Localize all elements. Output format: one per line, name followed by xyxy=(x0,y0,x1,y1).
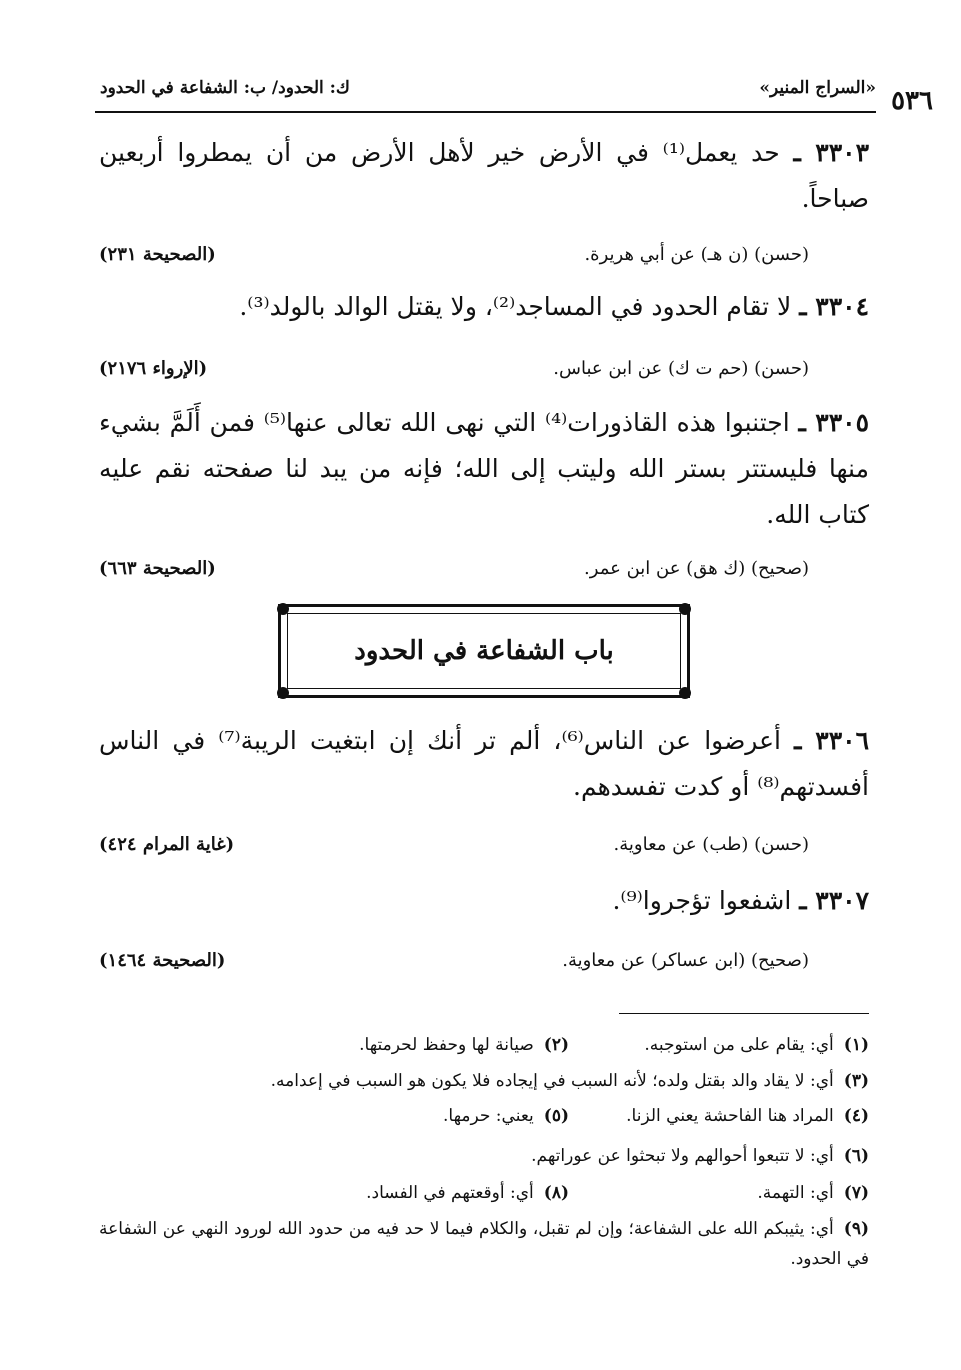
book-title: «السراج المنير» xyxy=(759,78,876,98)
footnote-number: (٨) xyxy=(543,1183,569,1203)
footnote-row xyxy=(99,1066,869,1096)
hadith-3303 xyxy=(99,130,869,222)
hadith-text: اشفعوا تؤجروا⁽⁹⁾. xyxy=(612,886,792,915)
hadith-grade: (حسن) (ن هـ) عن أبي هريرة. xyxy=(584,244,809,265)
footnote-number: (٩) xyxy=(843,1219,869,1239)
hadith-3304 xyxy=(99,284,869,330)
hadith-source xyxy=(99,950,869,980)
footnote-number: (٢) xyxy=(543,1035,569,1055)
hadith-source xyxy=(99,358,869,388)
footnote-text: أي: أوقعتهم في الفساد. xyxy=(366,1183,534,1203)
hadith-text: لا تقام الحدود في المساجد⁽²⁾، ولا يقتل الوالد بالولد⁽³⁾. xyxy=(239,292,792,321)
hadith-grade: (صحيح) (ابن عساكر) عن معاوية. xyxy=(562,950,809,971)
footnote-number: (٥) xyxy=(543,1106,569,1126)
hadith-number: ٣٣٠٣ ـ xyxy=(793,138,869,167)
hadith-grade: (حسن) (طب) عن معاوية. xyxy=(613,834,809,855)
footnote-number: (٦) xyxy=(843,1146,869,1166)
hadith-number: ٣٣٠٦ ـ xyxy=(794,726,869,755)
hadith-source xyxy=(99,834,869,864)
hadith-grade: (صحيح) (ك هق) عن ابن عمر. xyxy=(584,558,809,579)
hadith-source xyxy=(99,244,869,274)
footnote-text: أي: التهمة. xyxy=(757,1183,834,1203)
hadith-3306 xyxy=(99,718,869,810)
hadith-number: ٣٣٠٤ ـ xyxy=(799,292,869,321)
footnote-number: (١) xyxy=(843,1035,869,1055)
footnote-row xyxy=(99,1178,869,1208)
hadith-reference: (الصحيحة ٦٦٣) xyxy=(99,558,216,579)
running-section-title: ك: الحدود/ ب: الشفاعة في الحدود xyxy=(100,78,350,98)
hadith-3305 xyxy=(99,400,869,538)
hadith-reference: (غاية المرام ٤٢٤) xyxy=(99,834,235,855)
footnote-text: أي: يقام على من استوجبه. xyxy=(644,1035,834,1055)
hadith-source xyxy=(99,558,869,588)
hadith-3307 xyxy=(99,878,869,924)
footnote-text: أي: يثيبكم الله على الشفاعة؛ وإن لم تقبل، والكلام فيما لا حد فيه من حدود الله لورود النهي عن الشفاعة في الحدود. xyxy=(99,1219,869,1269)
footnote-number: (٤) xyxy=(843,1106,869,1126)
footnote-row xyxy=(99,1030,869,1060)
footnote-text: أي: لا يقاد والد بقتل ولده؛ لأنه السبب في إيجاده فلا يكون هو السبب في إعدامه. xyxy=(270,1071,834,1091)
hadith-number: ٣٣٠٧ ـ xyxy=(799,886,869,915)
section-heading-box xyxy=(278,604,690,698)
footnote-number: (٧) xyxy=(843,1183,869,1203)
hadith-text: اجتنبوا هذه القاذورات⁽⁴⁾ التي نهى الله تعالى عنها⁽⁵⁾ فمن أَلَمَّ بشيء منها فليستتر بستر الله وليتب إلى الله؛ فإنه من يبد لنا صفحته نقم عليه كتاب الله. xyxy=(99,408,869,529)
footnote-rule xyxy=(619,1013,869,1014)
footnote-text: يعني: حرمها. xyxy=(442,1106,534,1126)
hadith-text: حد يعمل⁽¹⁾ في الأرض خير لأهل الأرض من أن يمطروا أربعين صباحاً. xyxy=(99,138,869,213)
footnote-row xyxy=(99,1214,869,1274)
section-title: باب الشفاعة في الحدود xyxy=(287,613,681,689)
footnote-number: (٣) xyxy=(843,1071,869,1091)
footnote-text: صيانة لها وحفظ لحرمتها. xyxy=(359,1035,534,1055)
header-rule xyxy=(95,111,876,113)
hadith-reference: (الصحيحة ٢٣١) xyxy=(99,244,216,265)
footnote-text: المراد هنا الفاحشة يعني الزنا. xyxy=(626,1106,834,1126)
footnote-row xyxy=(99,1141,869,1171)
hadith-text: أعرضوا عن الناس⁽⁶⁾، ألم تر أنك إن ابتغيت الريبة⁽⁷⁾ في الناس أفسدتهم⁽⁸⁾ أو كدت تفسدهم. xyxy=(99,726,869,801)
footnote-text: أي: لا تتبعوا أحوالهم ولا تبحثوا عن عوراتهم. xyxy=(531,1146,834,1166)
hadith-reference: (الإرواء ٢١٧٦) xyxy=(99,358,208,379)
hadith-reference: (الصحيحة ١٤٦٤) xyxy=(99,950,226,971)
page-number: ٥٣٦ xyxy=(891,86,933,116)
hadith-number: ٣٣٠٥ ـ xyxy=(798,408,869,437)
hadith-grade: (حسن) (حم ت ك) عن ابن عباس. xyxy=(553,358,809,379)
footnote-row xyxy=(99,1101,869,1131)
